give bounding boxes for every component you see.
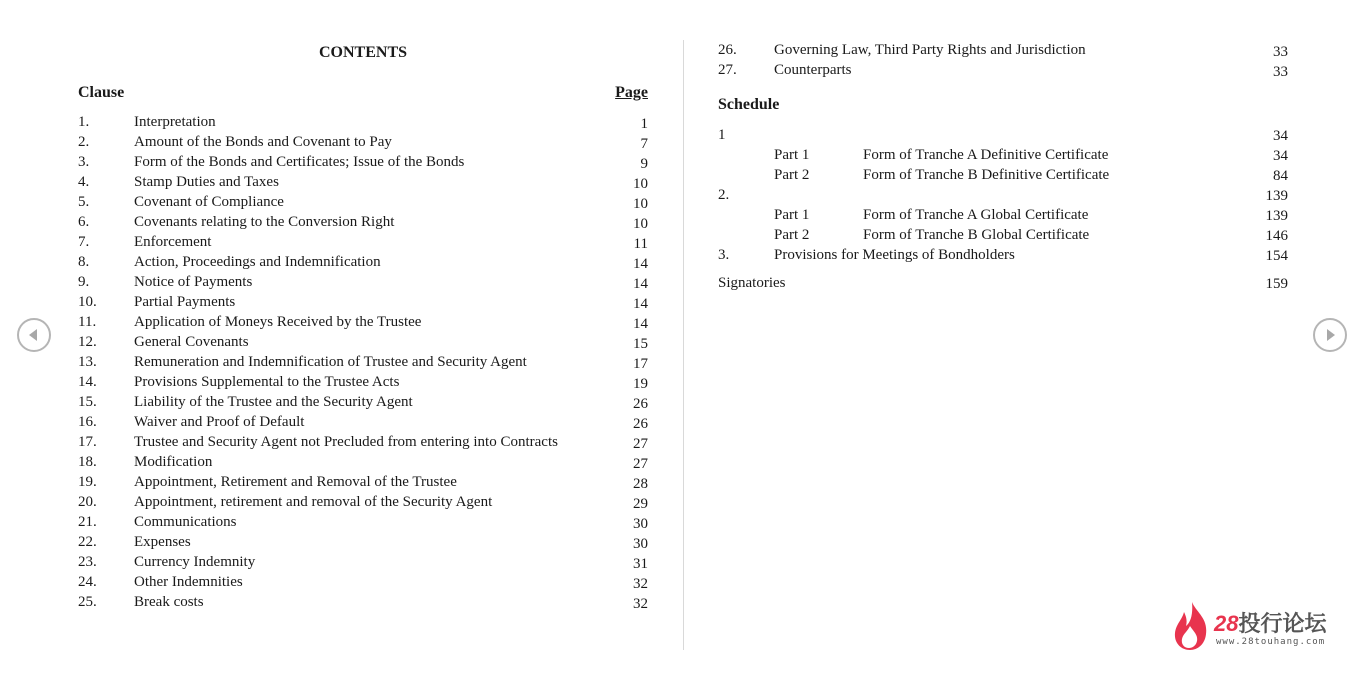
toc-row[interactable] [78, 172, 648, 192]
clause-number: 6. [78, 214, 90, 230]
clause-number: 17. [78, 434, 97, 450]
clause-title: Covenants relating to the Conversion Right [134, 214, 395, 230]
logo-number: 28 [1214, 611, 1239, 636]
schedule-header: Schedule [718, 96, 780, 113]
clause-title: Break costs [134, 594, 204, 610]
contents-page-right [718, 40, 1288, 293]
schedule-row[interactable] [718, 245, 1288, 265]
clause-number: 9. [78, 274, 90, 290]
clause-title: Action, Proceedings and Indemnification [134, 254, 381, 270]
schedule-part: Part 2 [774, 227, 810, 243]
toc-row[interactable] [78, 312, 648, 332]
schedule-row[interactable] [718, 125, 1288, 145]
clause-number: 5. [78, 194, 90, 210]
clause-page: 33 [1273, 44, 1288, 60]
schedule-title: Form of Tranche B Global Certificate [863, 227, 1090, 243]
contents-page-left [78, 40, 648, 612]
clause-title: Governing Law, Third Party Rights and Jurisdiction [774, 42, 1086, 58]
clause-title: Amount of the Bonds and Covenant to Pay [134, 134, 392, 150]
clause-page: 14 [633, 296, 648, 312]
clause-page: 29 [633, 496, 648, 512]
toc-row[interactable] [78, 412, 648, 432]
toc-row[interactable] [78, 112, 648, 132]
flame-icon [1172, 600, 1212, 652]
clause-title: Trustee and Security Agent not Precluded from entering into Contracts [134, 434, 558, 450]
clause-page: 1 [640, 116, 648, 132]
schedule-page: 154 [1265, 248, 1288, 264]
clause-page: 10 [633, 176, 648, 192]
logo-text [1214, 607, 1327, 638]
toc-row[interactable] [78, 552, 648, 572]
clause-number: 16. [78, 414, 97, 430]
clause-page: 27 [633, 436, 648, 452]
clause-title: Appointment, retirement and removal of the Security Agent [134, 494, 493, 510]
page-column-header: Page [615, 84, 648, 101]
clause-title: Covenant of Compliance [134, 194, 284, 210]
clause-title: Appointment, Retirement and Removal of the Trustee [134, 474, 457, 490]
toc-row[interactable] [718, 40, 1288, 60]
schedule-part: Part 1 [774, 207, 810, 223]
clause-page: 33 [1273, 64, 1288, 80]
schedule-page: 139 [1265, 208, 1288, 224]
clause-title: Enforcement [134, 234, 212, 250]
toc-row[interactable] [78, 152, 648, 172]
schedule-row[interactable] [718, 165, 1288, 185]
clause-page: 27 [633, 456, 648, 472]
schedule-row[interactable] [718, 205, 1288, 225]
clause-page: 9 [640, 156, 648, 172]
signatories-page: 159 [1265, 276, 1288, 292]
clause-title: Modification [134, 454, 213, 470]
clause-title: Form of the Bonds and Certificates; Issue of the Bonds [134, 154, 465, 170]
toc-row[interactable] [78, 332, 648, 352]
clause-page: 14 [633, 316, 648, 332]
toc-row[interactable] [78, 572, 648, 592]
clause-title: Notice of Payments [134, 274, 253, 290]
schedule-row[interactable] [718, 185, 1288, 205]
clause-page: 11 [633, 236, 648, 252]
chevron-left-icon [19, 320, 49, 350]
clause-page: 7 [640, 136, 648, 152]
schedule-page: 34 [1273, 148, 1288, 164]
clause-number: 25. [78, 594, 97, 610]
clause-number: 20. [78, 494, 97, 510]
clause-number: 14. [78, 374, 97, 390]
schedule-number: 1 [718, 127, 726, 143]
clause-title: Application of Moneys Received by the Trustee [134, 314, 422, 330]
clause-title: Liability of the Trustee and the Security Agent [134, 394, 413, 410]
next-page-button[interactable] [1313, 318, 1347, 352]
logo-name: 投行论坛 [1238, 611, 1327, 636]
schedule-part: Part 1 [774, 147, 810, 163]
clause-number: 21. [78, 514, 97, 530]
clause-title: General Covenants [134, 334, 249, 350]
clause-title: Stamp Duties and Taxes [134, 174, 279, 190]
clause-page: 10 [633, 196, 648, 212]
clause-number: 10. [78, 294, 97, 310]
clause-title: Remuneration and Indemnification of Trustee and Security Agent [134, 354, 527, 370]
schedule-page: 84 [1273, 168, 1288, 184]
schedule-title: Provisions for Meetings of Bondholders [774, 247, 1015, 263]
clause-page: 26 [633, 416, 648, 432]
chevron-right-icon [1315, 320, 1345, 350]
toc-row[interactable] [718, 60, 1288, 80]
clause-number: 19. [78, 474, 97, 490]
clause-page: 10 [633, 216, 648, 232]
clause-title: Currency Indemnity [134, 554, 256, 570]
clause-number: 7. [78, 234, 90, 250]
schedule-row[interactable] [718, 145, 1288, 165]
toc-row[interactable] [78, 392, 648, 412]
clause-page: 26 [633, 396, 648, 412]
toc-row[interactable] [78, 532, 648, 552]
clause-page: 14 [633, 256, 648, 272]
clause-number: 26. [718, 42, 737, 58]
schedule-title: Form of Tranche A Definitive Certificate [863, 147, 1109, 163]
schedule-page: 139 [1265, 188, 1288, 204]
schedule-title: Form of Tranche B Definitive Certificate [863, 167, 1110, 183]
toc-row[interactable] [78, 472, 648, 492]
clause-title: Waiver and Proof of Default [134, 414, 305, 430]
schedule-row[interactable] [718, 225, 1288, 245]
toc-row[interactable] [78, 492, 648, 512]
clause-title: Interpretation [134, 114, 216, 130]
previous-page-button[interactable] [17, 318, 51, 352]
clause-number: 4. [78, 174, 90, 190]
toc-row[interactable] [78, 592, 648, 612]
toc-row[interactable] [78, 272, 648, 292]
toc-row[interactable] [78, 452, 648, 472]
schedule-list [718, 125, 1288, 265]
column-headers [78, 83, 648, 103]
toc-row[interactable] [78, 192, 648, 212]
schedule-part: Part 2 [774, 167, 810, 183]
clause-number: 12. [78, 334, 97, 350]
signatories-row [718, 273, 1288, 293]
clause-title: Partial Payments [134, 294, 236, 310]
clause-title: Counterparts [774, 62, 852, 78]
clause-title: Expenses [134, 534, 191, 550]
toc-row[interactable] [78, 212, 648, 232]
clause-page: 15 [633, 336, 648, 352]
clause-number: 27. [718, 62, 737, 78]
clause-page: 17 [633, 356, 648, 372]
toc-row[interactable] [78, 292, 648, 312]
clause-number: 24. [78, 574, 97, 590]
clause-list [78, 112, 648, 612]
clause-title: Other Indemnities [134, 574, 243, 590]
clause-title: Provisions Supplemental to the Trustee Acts [134, 374, 400, 390]
signatories-label: Signatories [718, 275, 786, 291]
clause-number: 11. [78, 314, 97, 330]
toc-row[interactable] [78, 132, 648, 152]
schedule-title: Form of Tranche A Global Certificate [863, 207, 1089, 223]
clause-page: 30 [633, 536, 648, 552]
continued-clause-list [718, 40, 1288, 80]
clause-page: 19 [633, 376, 648, 392]
toc-row[interactable] [78, 252, 648, 272]
clause-page: 32 [633, 596, 648, 612]
clause-page: 31 [633, 556, 648, 572]
schedule-number: 2. [718, 187, 730, 203]
clause-page: 28 [633, 476, 648, 492]
forum-logo[interactable] [1172, 598, 1352, 654]
clause-number: 2. [78, 134, 90, 150]
contents-title: CONTENTS [318, 44, 408, 61]
clause-number: 18. [78, 454, 97, 470]
clause-number: 22. [78, 534, 97, 550]
clause-number: 8. [78, 254, 90, 270]
clause-number: 15. [78, 394, 97, 410]
clause-number: 3. [78, 154, 90, 170]
clause-number: 23. [78, 554, 97, 570]
logo-url: www.28touhang.com [1216, 637, 1326, 647]
toc-row[interactable] [78, 432, 648, 452]
clause-page: 30 [633, 516, 648, 532]
clause-title: Communications [134, 514, 237, 530]
toc-row[interactable] [78, 352, 648, 372]
clause-page: 32 [633, 576, 648, 592]
toc-row[interactable] [78, 232, 648, 252]
schedule-page: 34 [1273, 128, 1288, 144]
schedule-number: 3. [718, 247, 730, 263]
clause-page: 14 [633, 276, 648, 292]
clause-number: 1. [78, 114, 90, 130]
page-divider [683, 40, 684, 650]
clause-column-header: Clause [78, 84, 125, 101]
clause-number: 13. [78, 354, 97, 370]
toc-row[interactable] [78, 372, 648, 392]
schedule-page: 146 [1265, 228, 1288, 244]
toc-row[interactable] [78, 512, 648, 532]
